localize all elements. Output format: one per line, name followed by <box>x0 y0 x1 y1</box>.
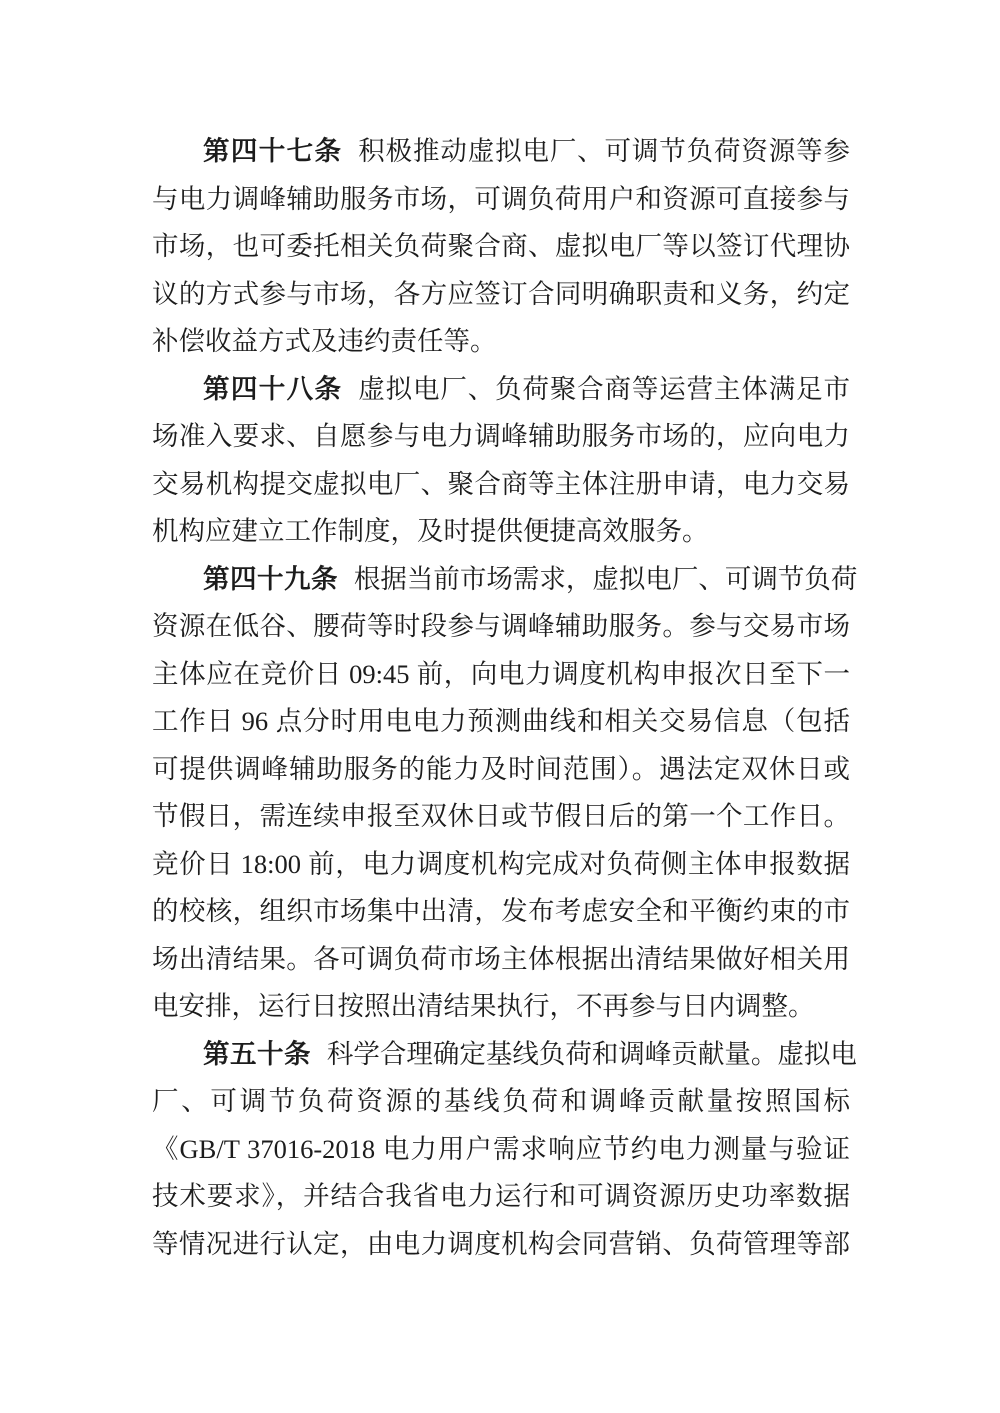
article-number: 第四十八条 <box>203 373 343 404</box>
text-line: 电安排，运行日按照出清结果执行，不再参与日内调整。 <box>152 991 815 1021</box>
text-line: 交易机构提交虚拟电厂、聚合商等主体注册申请，电力交易 <box>152 468 850 499</box>
article-number: 第四十九条 <box>203 563 338 594</box>
text-line: 资源在低谷、腰荷等时段参与调峰辅助服务。参与交易市场 <box>152 611 850 641</box>
text-line: 第五十条 科学合理确定基线负荷和调峰贡献量。虚拟电 <box>203 1038 857 1069</box>
article-number: 第五十条 <box>203 1038 311 1069</box>
text-line: 《GB/T 37016-2018 电力用户需求响应节约电力测量与验证 <box>152 1133 850 1164</box>
text-line: 的校核，组织市场集中出清，发布考虑安全和平衡约束的市 <box>152 896 850 926</box>
article-number: 第四十七条 <box>203 136 343 166</box>
text-line: 补偿收益方式及违约责任等。 <box>152 326 497 356</box>
text-line: 厂、可调节负荷资源的基线负荷和调峰贡献量按照国标 <box>152 1086 850 1116</box>
text-line: 工作日 96 点分时用电电力预测曲线和相关交易信息（包括 <box>152 706 850 736</box>
text-line: 主体应在竞价日 09:45 前，向电力调度机构申报次日至下一 <box>152 658 850 689</box>
text-line: 竞价日 18:00 前，电力调度机构完成对负荷侧主体申报数据 <box>152 848 850 879</box>
text-line: 机构应建立工作制度，及时提供便捷高效服务。 <box>152 516 709 546</box>
text-line: 等情况进行认定，由电力调度机构会同营销、负荷管理等部 <box>152 1228 850 1259</box>
text-line: 技术要求》，并结合我省电力运行和可调资源历史功率数据 <box>152 1181 850 1211</box>
text-line: 市场，也可委托相关负荷聚合商、虚拟电厂等以签订代理协 <box>152 231 850 261</box>
text-line: 第四十九条 根据当前市场需求，虚拟电厂、可调节负荷 <box>203 563 858 594</box>
text-line: 场准入要求、自愿参与电力调峰辅助服务市场的，应向电力 <box>152 421 850 451</box>
text-line: 议的方式参与市场，各方应签订合同明确职责和义务，约定 <box>152 278 850 309</box>
text-line: 第四十七条 积极推动虚拟电厂、可调节负荷资源等参 <box>203 136 851 166</box>
document-body <box>152 128 858 1268</box>
text-line: 节假日，需连续申报至双休日或节假日后的第一个工作日。 <box>152 801 850 831</box>
text-line: 可提供调峰辅助服务的能力及时间范围）。遇法定双休日或 <box>152 753 850 784</box>
text-line: 与电力调峰辅助服务市场，可调负荷用户和资源可直接参与 <box>152 183 850 214</box>
text-line: 第四十八条 虚拟电厂、负荷聚合商等运营主体满足市 <box>203 373 851 404</box>
text-line: 场出清结果。各可调负荷市场主体根据出清结果做好相关用 <box>152 943 850 974</box>
